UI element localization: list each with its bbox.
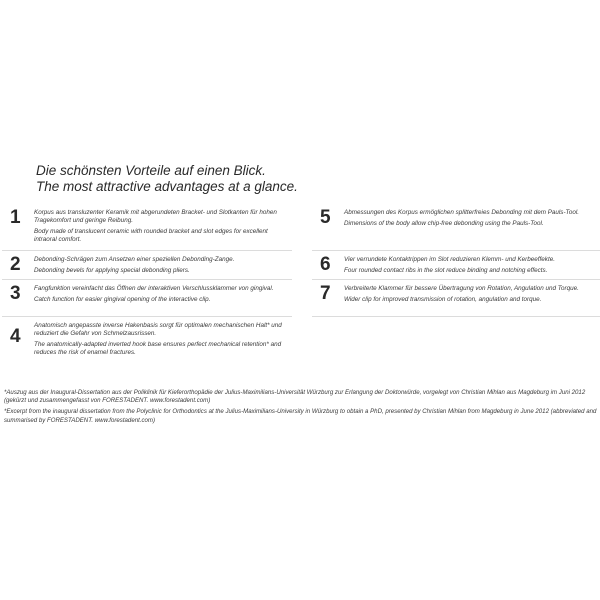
advantage-text	[344, 256, 600, 278]
advantages-right-column	[312, 204, 600, 317]
advantage-item-7	[312, 280, 600, 317]
advantage-item-2	[2, 251, 292, 280]
heading-german: Die schönsten Vorteile auf einen Blick.	[36, 163, 266, 178]
advantage-text-english: Wider clip for improved transmission of rotation, angulation and torque.	[344, 296, 542, 303]
advantage-text-german: Anatomisch angepasste inverse Hakenbasis sorgt für optimalen mechanischen Halt* und reduziert die Gefahr von Schmelzausrissen.	[34, 322, 282, 337]
advantage-item-6	[312, 251, 600, 280]
advantage-item-5	[312, 204, 600, 251]
advantage-text-english: Catch function for easier gingival opening of the interactive clip.	[34, 296, 211, 303]
advantage-number: 1	[10, 207, 21, 228]
heading-english: The most attractive advantages at a glance.	[36, 179, 298, 194]
advantage-text	[34, 322, 292, 360]
advantage-text-english: Dimensions of the body allow chip-free debonding using the Pauls-Tool.	[344, 220, 544, 227]
footnote-german: *Auszug aus der Inaugural-Dissertation aus der Poliklinik für Kieferorthopädie der Julius-Maximilians-Universität Würzburg zur Erlangung der Doktorwürde, vorgelegt von Christian Mihlan aus Magdeburg im Juni 2012 (gekürzt und zusammengefasst von FORESTADENT. www.forestadent.com)	[4, 389, 586, 405]
advantage-number: 2	[10, 254, 21, 275]
advantage-text-german: Korpus aus transluzenter Keramik mit abgerundeten Bracket- und Slotkanten für hohen Tragekomfort und geringe Reibung.	[34, 209, 277, 224]
advantage-text	[34, 209, 292, 247]
advantage-text-german: Verbreiterte Klammer für bessere Übertragung von Rotation, Angulation und Torque.	[344, 285, 579, 292]
advantage-text	[344, 285, 600, 307]
advantage-text-german: Abmessungen des Korpus ermöglichen splitterfreies Debonding mit dem Pauls-Tool.	[344, 209, 579, 216]
advantage-number: 4	[10, 326, 21, 347]
advantage-text	[34, 256, 292, 278]
advantage-text-english: The anatomically-adapted inverted hook base ensures perfect mechanical retention* and reduces the risk of enamel fractures.	[34, 341, 282, 356]
advantage-text-english: Debonding bevels for applying special debonding pliers.	[34, 267, 190, 274]
advantage-text-english: Four rounded contact ribs in the slot reduce binding and notching effects.	[344, 267, 548, 274]
advantages-left-column	[2, 204, 292, 375]
page-heading	[36, 163, 576, 195]
footnotes	[4, 389, 598, 428]
advantage-number: 3	[10, 283, 21, 304]
advantage-number: 5	[320, 207, 331, 228]
advantage-text	[344, 209, 600, 231]
advantage-item-4	[2, 317, 292, 375]
advantage-text-german: Fangfunktion vereinfacht das Öffnen der interaktiven Verschlussklammer von gingival.	[34, 285, 274, 292]
advantage-text-german: Debonding-Schrägen zum Ansetzen einer speziellen Debonding-Zange.	[34, 256, 235, 263]
advantage-number: 7	[320, 283, 331, 304]
advantage-item-1	[2, 204, 292, 251]
advantage-item-3	[2, 280, 292, 317]
advantage-text	[34, 285, 292, 307]
advantage-text-english: Body made of translucent ceramic with rounded bracket and slot edges for excellent intraoral comfort.	[34, 228, 268, 243]
advantage-text-german: Vier verrundete Kontaktrippen im Slot reduzieren Klemm- und Kerbeeffekte.	[344, 256, 555, 263]
advantage-number: 6	[320, 254, 331, 275]
footnote-english: *Excerpt from the inaugural dissertation from the Polyclinic for Orthodontics at the Julius-Maximilians-University in Würzburg to obtain a PhD, presented by Christian Mihlan from Magdeburg in June 2012 (abbreviated and summarised by FORESTADENT. www.forestadent.com)	[4, 408, 597, 424]
